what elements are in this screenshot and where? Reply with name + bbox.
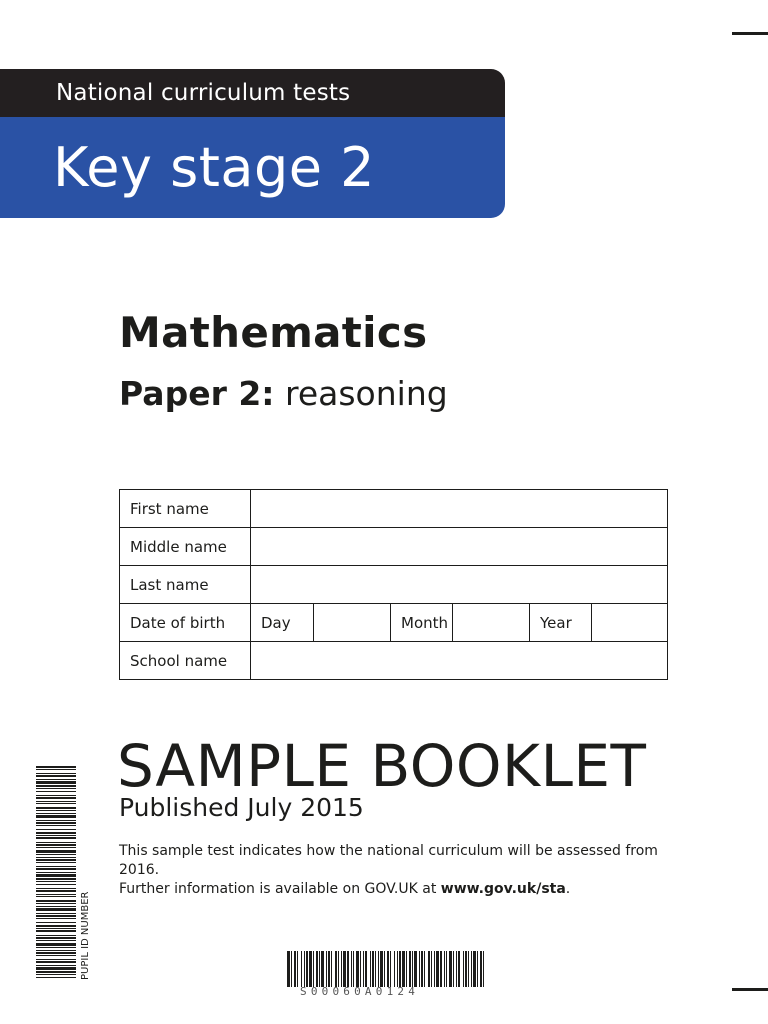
gov-uk-link[interactable]: www.gov.uk/sta [440, 881, 566, 897]
day-field[interactable] [314, 604, 391, 642]
banner-title: Key stage 2 [53, 136, 375, 199]
year-label: Year [530, 604, 592, 642]
paper-label: Paper 2: [119, 374, 275, 413]
last-name-label: Last name [120, 566, 251, 604]
published-date: Published July 2015 [119, 793, 364, 822]
pupil-id-label: PUPIL ID NUMBER [80, 891, 91, 980]
pupil-details-form [119, 489, 668, 680]
month-label: Month [391, 604, 453, 642]
year-field[interactable] [592, 604, 668, 642]
barcode-number: S00060A0124 [300, 985, 420, 998]
form-row-school-name [120, 642, 668, 680]
pupil-id-barcode [36, 766, 76, 980]
form-row-first-name [120, 490, 668, 528]
banner-top-text: National curriculum tests [56, 80, 351, 106]
crop-mark-top [732, 32, 768, 35]
info-text [119, 842, 679, 899]
paper-title [119, 374, 448, 413]
middle-name-field[interactable] [251, 528, 668, 566]
info-line-2-prefix: Further information is available on GOV.UK at [119, 881, 441, 897]
booklet-barcode [287, 951, 487, 987]
form-row-last-name [120, 566, 668, 604]
sample-booklet-heading: SAMPLE BOOKLET [117, 732, 647, 800]
school-name-field[interactable] [251, 642, 668, 680]
banner-bottom [0, 117, 505, 218]
first-name-label: First name [120, 490, 251, 528]
form-row-middle-name [120, 528, 668, 566]
first-name-field[interactable] [251, 490, 668, 528]
banner-top [0, 69, 505, 117]
header-banner [0, 69, 505, 218]
info-line-1: This sample test indicates how the national curriculum will be assessed from 2016. [119, 843, 658, 878]
school-name-label: School name [120, 642, 251, 680]
crop-mark-bottom [732, 988, 768, 991]
paper-name: reasoning [285, 374, 448, 413]
month-field[interactable] [453, 604, 530, 642]
info-line-2 [119, 880, 679, 899]
last-name-field[interactable] [251, 566, 668, 604]
date-of-birth-label: Date of birth [120, 604, 251, 642]
day-label: Day [251, 604, 314, 642]
form-row-date-of-birth [120, 604, 668, 642]
info-line-2-suffix: . [565, 881, 571, 897]
middle-name-label: Middle name [120, 528, 251, 566]
subject-title: Mathematics [119, 308, 428, 357]
